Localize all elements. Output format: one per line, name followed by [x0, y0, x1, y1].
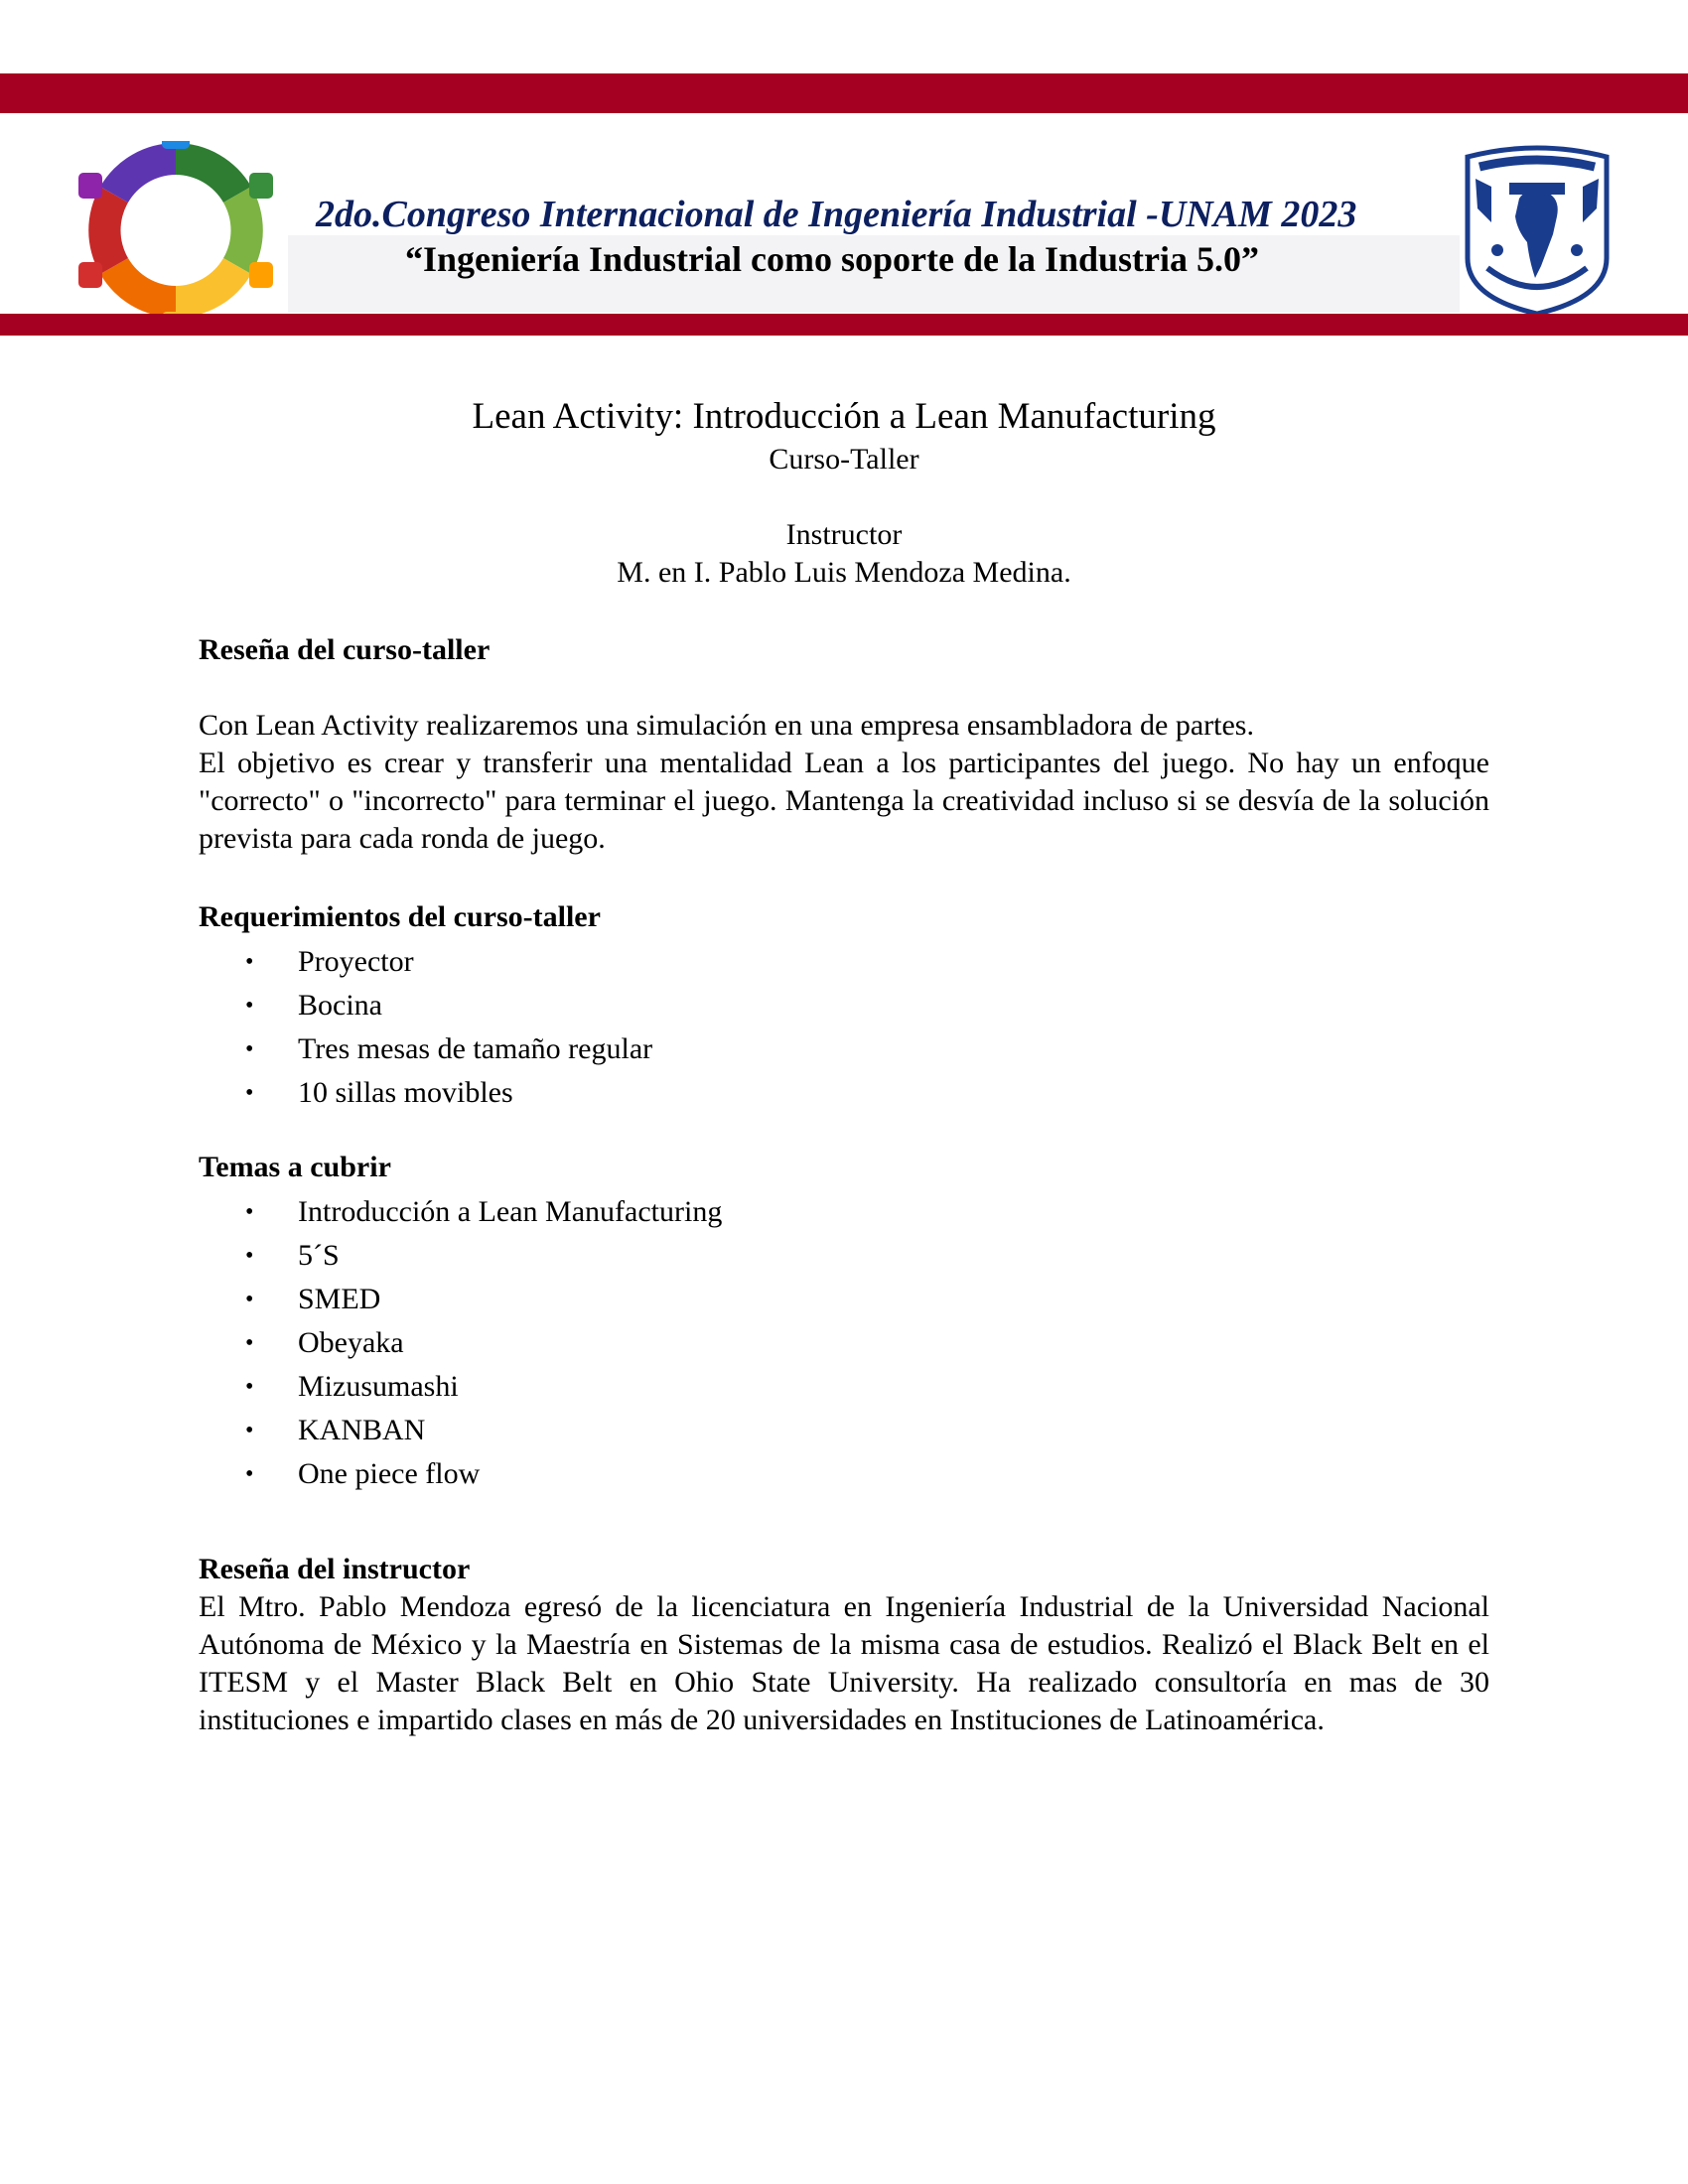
- instructor-review-paragraph: El Mtro. Pablo Mendoza egresó de la licenciatura en Ingeniería Industrial de la Universidad Nacional Autónoma de México y la Maestría en Sistemas de la misma casa de estudios. Realizó el Black Belt en el ITESM y el Master Black Belt en Ohio State University. Ha realizado consultoría en mas de 30 instituciones e impartido clases en más de 20 universidades en Instituciones de Latinoamérica.: [199, 1590, 1489, 1736]
- list-item: • Bocina: [199, 984, 1489, 1027]
- puzzle-gear-logo: [71, 141, 280, 320]
- bullet-icon: •: [245, 1418, 254, 1443]
- course-type: Curso-Taller: [769, 443, 919, 476]
- bullet-icon: •: [245, 1287, 254, 1312]
- course-title: Lean Activity: Introducción a Lean Manufacturing: [472, 396, 1216, 437]
- list-item: • Obeyaka: [199, 1321, 1489, 1365]
- bullet-icon: •: [245, 1080, 254, 1106]
- list-item: • 5´S: [199, 1234, 1489, 1278]
- list-item: • One piece flow: [199, 1452, 1489, 1496]
- course-review-heading: Reseña del curso-taller: [199, 633, 491, 666]
- congress-title: 2do.Congreso Internacional de Ingeniería Industrial -UNAM 2023: [316, 194, 1357, 235]
- course-review-section: [199, 631, 1489, 858]
- congress-subtitle: “Ingeniería Industrial como soporte de la Industria 5.0”: [404, 239, 1260, 279]
- header-bottom-band: [0, 314, 1688, 336]
- bullet-icon: •: [245, 993, 254, 1019]
- bullet-icon: •: [245, 949, 254, 975]
- instructor-label: Instructor: [785, 518, 903, 551]
- course-review-paragraph: El objetivo es crear y transferir una mentalidad Lean a los participantes del juego. No hay un enfoque "correcto" o "incorrecto" para terminar el juego. Mantenga la creatividad incluso si se desvía de la solución prevista para cada ronda de juego.: [199, 747, 1489, 855]
- list-item: • KANBAN: [199, 1409, 1489, 1452]
- bullet-icon: •: [245, 1330, 254, 1356]
- requirements-heading: Requerimientos del curso-taller: [199, 900, 601, 933]
- bullet-icon: •: [245, 1199, 254, 1225]
- bullet-icon: •: [245, 1461, 254, 1487]
- header-top-band: [0, 73, 1688, 113]
- course-review-intro: Con Lean Activity realizaremos una simulación en una empresa ensambladora de partes.: [199, 709, 1254, 742]
- bullet-icon: •: [245, 1036, 254, 1062]
- list-item: • SMED: [199, 1278, 1489, 1321]
- topics-list: [199, 1190, 1489, 1496]
- unam-seal: [1458, 139, 1617, 316]
- topics-heading: Temas a cubrir: [199, 1151, 391, 1183]
- requirements-list: [199, 940, 1489, 1115]
- instructor-review-heading: Reseña del instructor: [199, 1553, 471, 1585]
- topics-section: [199, 1149, 1489, 1496]
- list-item: • Proyector: [199, 940, 1489, 984]
- list-item: • Tres mesas de tamaño regular: [199, 1027, 1489, 1071]
- list-item: • Introducción a Lean Manufacturing: [199, 1190, 1489, 1234]
- list-item: • 10 sillas movibles: [199, 1071, 1489, 1115]
- bullet-icon: •: [245, 1374, 254, 1400]
- instructor-name: M. en I. Pablo Luis Mendoza Medina.: [617, 556, 1071, 589]
- bullet-icon: •: [245, 1243, 254, 1269]
- instructor-review-section: [199, 1551, 1489, 1739]
- requirements-section: [199, 898, 1489, 1115]
- list-item: • Mizusumashi: [199, 1365, 1489, 1409]
